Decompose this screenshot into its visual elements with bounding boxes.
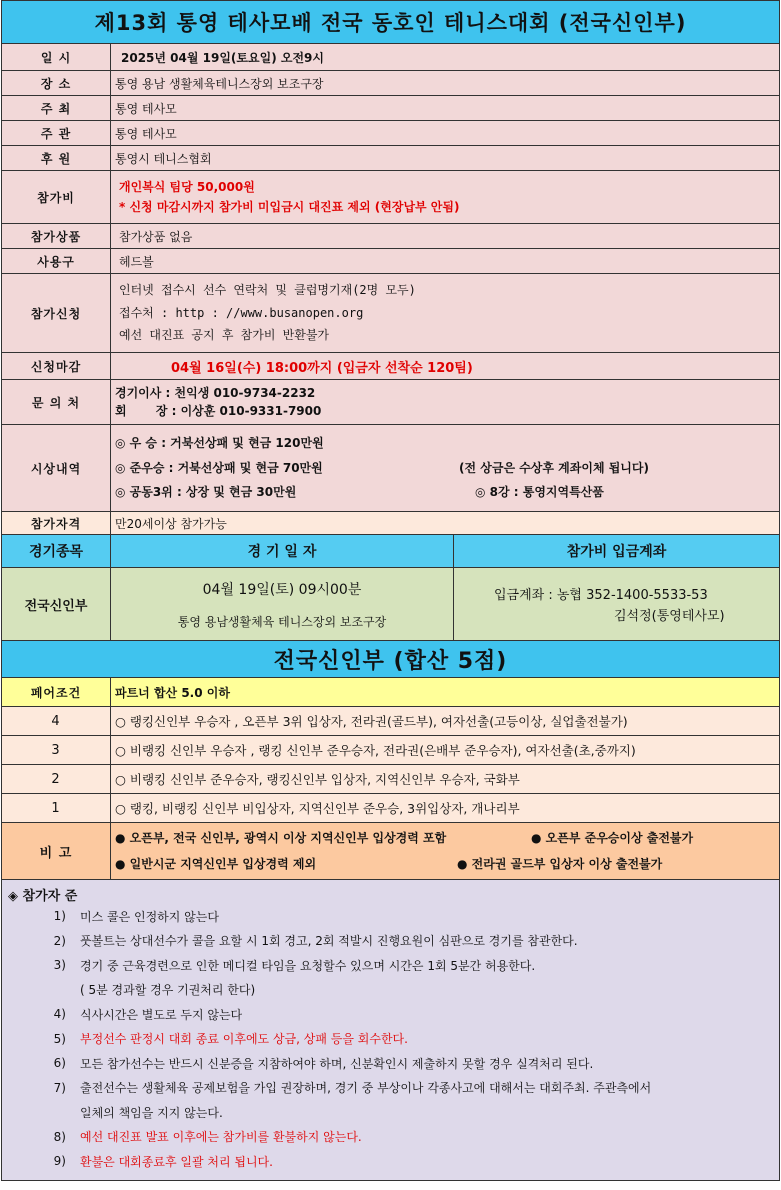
tournament-poster	[1, 0, 780, 1181]
rule-text: 풋볼트는 상대선수가 콜을 요할 시 1회 경고, 2회 적발시 진행요원이 심판으로 경기를 참관한다.	[80, 934, 578, 949]
rules-section	[2, 880, 779, 1180]
contact-president: 회 장 : 이상훈 010-9331-7900	[115, 404, 322, 418]
rule-text: 부정선수 판정시 대회 종료 이후에도 상금, 상패 등을 회수한다.	[80, 1032, 408, 1047]
rule-item	[2, 1027, 779, 1052]
rule-item	[2, 1100, 779, 1125]
rule-text: 미스 콜은 인정하지 않는다	[80, 909, 219, 924]
grade-description: ○ 랭킹신인부 우승자 , 오픈부 3위 입상자, 전라권(골드부), 여자선출(고등이상, 실업출전불가)	[111, 707, 779, 735]
award-third: ◎ 공동3위 : 상장 및 현금 30만원	[115, 485, 297, 500]
grade-row	[2, 794, 779, 823]
rule-item	[2, 978, 779, 1003]
rule-item	[2, 1002, 779, 1027]
note-1a: ● 오픈부, 전국 신인부, 광역시 이상 지역신인부 입상경력 포함	[115, 830, 447, 845]
contact-director: 경기이사 : 천익생 010-9734-2232	[115, 385, 316, 400]
grade-table	[2, 707, 779, 823]
info-label: 일 시	[2, 44, 111, 70]
rules-list	[2, 904, 779, 1174]
info-value	[111, 380, 779, 424]
schedule-event: 전국신인부	[2, 568, 111, 640]
rule-item	[2, 953, 779, 978]
info-label: 주 최	[2, 96, 111, 120]
grade-row	[2, 736, 779, 765]
grade-score: 2	[2, 765, 111, 793]
rule-text: 일체의 책임을 지지 않는다.	[80, 1105, 223, 1120]
rule-item	[2, 1125, 779, 1150]
info-value: 만20세이상 참가가능	[111, 512, 779, 534]
schedule-header-date: 경 기 일 자	[111, 535, 454, 567]
note-2a: ● 일반시군 지역신인부 입상경력 제외	[115, 857, 317, 871]
rule-number: 3)	[53, 958, 66, 973]
info-label: 시상내역	[2, 425, 111, 511]
info-row-eligibility	[2, 512, 779, 535]
rule-text: 환불은 대회종료후 일괄 처리 됩니다.	[80, 1154, 273, 1169]
info-row-organizer	[2, 121, 779, 146]
info-row-awards	[2, 425, 779, 512]
note-2b: ● 전라권 골드부 입상자 이상 출전불가	[457, 857, 663, 871]
apply-method: 인터넷 접수시 선수 연락처 및 클럽명기재(2명 모두)	[119, 283, 416, 298]
info-value: 2025년 04월 19일(토요일) 오전9시	[111, 44, 779, 70]
info-label: 참가상품	[2, 224, 111, 248]
info-value: 통영 테사모	[111, 121, 779, 145]
schedule-row	[2, 568, 779, 641]
division-title: 전국신인부 (합산 5점)	[2, 641, 779, 678]
info-row-host	[2, 96, 779, 121]
info-label: 참가비	[2, 171, 111, 223]
schedule-account-cell	[454, 568, 779, 640]
apply-url: 접수처 : http : //www.busanopen.org	[119, 305, 364, 320]
rule-item	[2, 1051, 779, 1076]
award-runner-up: ◎ 준우승 : 거북선상패 및 현금 70만원	[115, 460, 323, 475]
schedule-header-account: 참가비 입금계좌	[566, 544, 667, 560]
pair-condition-label: 페어조건	[2, 678, 111, 706]
info-row-venue	[2, 71, 779, 96]
info-label: 참가자격	[2, 512, 111, 534]
note-1b: ● 오픈부 준우승이상 출전불가	[531, 830, 694, 845]
pair-condition-value: 파트너 합산 5.0 이하	[111, 678, 779, 706]
schedule-header	[2, 535, 779, 568]
note-row	[2, 823, 779, 880]
info-row-date	[2, 44, 779, 71]
rule-number: 6)	[53, 1056, 66, 1071]
page-title: 제13회 통영 테사모배 전국 동호인 테니스대회 (전국신인부)	[2, 1, 779, 44]
apply-refund-note: 예선 대진표 공지 후 참가비 반환불가	[119, 328, 330, 343]
grade-row	[2, 707, 779, 736]
info-label: 주 관	[2, 121, 111, 145]
rule-text: 예선 대진표 발표 이후에는 참가비를 환불하지 않는다.	[80, 1130, 362, 1145]
info-value	[111, 171, 779, 223]
rule-text: 경기 중 근육경련으로 인한 메디컬 타임을 요청할수 있으며 시간은 1회 5분간 허용한다.	[80, 958, 536, 973]
rule-text: ( 5분 경과할 경우 기권처리 한다)	[80, 983, 256, 998]
rule-number: 4)	[53, 1007, 66, 1022]
rule-number: 5)	[53, 1031, 66, 1046]
rule-item	[2, 904, 779, 929]
grade-row	[2, 765, 779, 794]
info-label: 신청마감	[2, 353, 111, 379]
note-line-2	[115, 857, 775, 871]
grade-score: 3	[2, 736, 111, 764]
grade-score: 1	[2, 794, 111, 822]
note-value	[111, 823, 779, 879]
info-value	[111, 425, 779, 511]
schedule-date-cell	[111, 568, 454, 640]
info-label: 장 소	[2, 71, 111, 95]
grade-score: 4	[2, 707, 111, 735]
rule-text: 모든 참가선수는 반드시 신분증을 지참하여야 하며, 신분확인시 제출하지 못할 경우 실격처리 된다.	[80, 1056, 594, 1071]
rule-number: 2)	[53, 933, 66, 948]
rule-text: 출전선수는 생활체육 공제보험을 가입 권장하며, 경기 중 부상이나 각종사고에 대해서는 대회주최. 주관측에서	[80, 1081, 652, 1096]
award-third-row	[115, 485, 775, 499]
rule-number: 8)	[53, 1129, 66, 1144]
note-line-1	[115, 831, 775, 845]
schedule-date: 04월 19일(토) 09시00분	[202, 581, 362, 598]
grade-description: ○ 랭킹, 비랭킹 신인부 비입상자, 지역신인부 준우승, 3위입상자, 개나리부	[111, 794, 779, 822]
rule-number: 1)	[53, 909, 66, 924]
rules-heading: ◈ 참가자 준	[8, 888, 78, 904]
info-label: 후 원	[2, 146, 111, 170]
info-row-ball	[2, 249, 779, 274]
bank-account: 입금계좌 : 농협 352-1400-5533-53	[494, 588, 708, 603]
award-quarterfinal: ◎ 8강 : 통영지역특산품	[475, 485, 604, 500]
fee-amount: 개인복식 팀당 50,000원	[119, 179, 255, 194]
info-value: 헤드볼	[111, 249, 779, 273]
info-row-deadline	[2, 353, 779, 380]
award-winner: ◎ 우 승 : 거북선상패 및 현금 120만원	[115, 436, 324, 451]
rule-item	[2, 929, 779, 954]
schedule-place: 통영 용남생활체육 테니스장외 보조구장	[177, 614, 387, 629]
rule-number: 7)	[53, 1080, 66, 1095]
note-label: 비 고	[2, 823, 111, 879]
rule-text: 식사시간은 별도로 두지 않는다	[80, 1007, 243, 1022]
info-value: 참가상품 없음	[111, 224, 779, 248]
rule-item	[2, 1149, 779, 1174]
pair-condition-row	[2, 678, 779, 707]
info-value: 통영시 테니스협회	[111, 146, 779, 170]
award-transfer-note: (전 상금은 수상후 계좌이체 됩니다)	[459, 460, 649, 475]
award-runner-up-row	[115, 461, 775, 475]
rule-number: 9)	[53, 1154, 66, 1169]
info-row-sponsor	[2, 146, 779, 171]
grade-description: ○ 비랭킹 신인부 준우승자, 랭킹신인부 입상자, 지역신인부 우승자, 국화부	[111, 765, 779, 793]
info-label: 문 의 처	[2, 380, 111, 424]
info-row-apply	[2, 274, 779, 353]
schedule-header-event: 경기종목	[2, 535, 111, 567]
info-row-prize-goods	[2, 224, 779, 249]
grade-description: ○ 비랭킹 신인부 우승자 , 랭킹 신인부 준우승자, 전라권(은배부 준우승자), 여자선출(초,중까지)	[111, 736, 779, 764]
account-holder: 김석정(통영테사모)	[614, 609, 725, 624]
info-label: 참가신청	[2, 274, 111, 352]
rule-item	[2, 1076, 779, 1101]
info-row-fee	[2, 171, 779, 224]
info-value: 통영 테사모	[111, 96, 779, 120]
info-row-contact	[2, 380, 779, 425]
info-label: 사용구	[2, 249, 111, 273]
info-value: 04월 16일(수) 18:00까지 (입금자 선착순 120팀)	[111, 353, 779, 379]
fee-warning: * 신청 마감시까지 참가비 미입금시 대진표 제외 (현장납부 안됨)	[119, 200, 460, 214]
info-value	[111, 274, 779, 352]
info-value: 통영 용남 생활체육테니스장외 보조구장	[111, 71, 779, 95]
